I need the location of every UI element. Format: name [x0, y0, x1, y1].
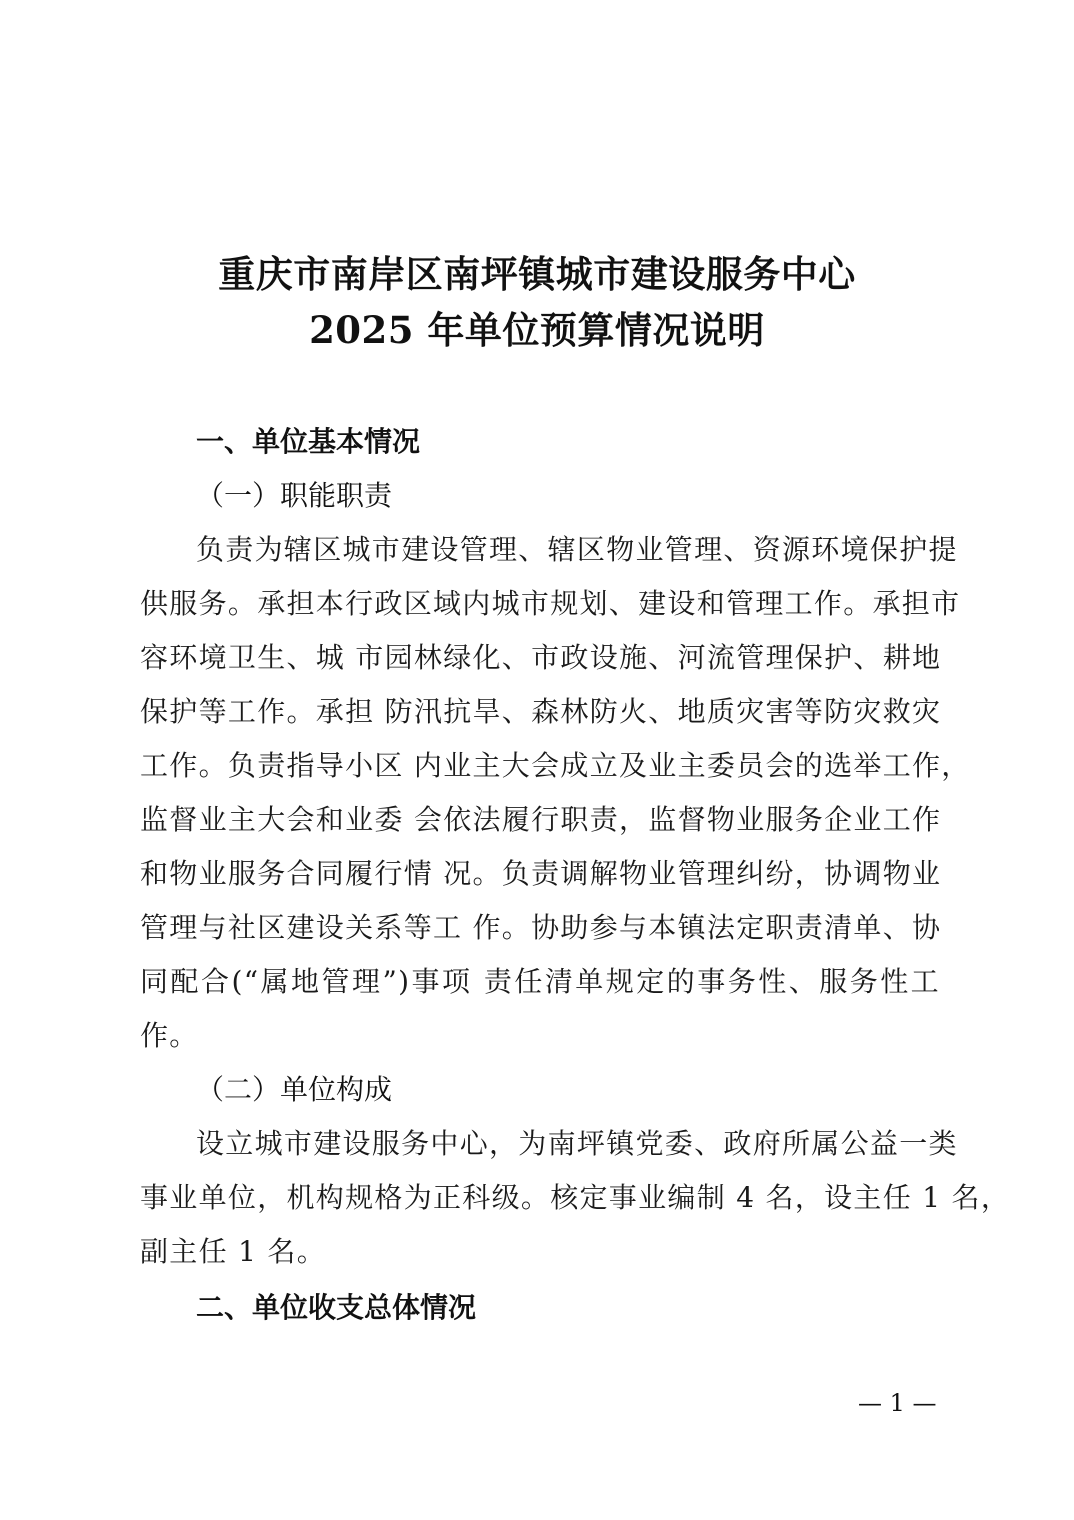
subsection-2-heading: （二）单位构成 [196, 1073, 393, 1106]
section-2-heading: 二、单位收支总体情况 [196, 1291, 477, 1324]
paragraph-line: 设立城市建设服务中心，为南坪镇党委、政府所属公益一类 [196, 1127, 958, 1160]
paragraph-line: 同配合(“属地管理”)事项 责任清单规定的事务性、服务性工 [140, 965, 940, 998]
paragraph-line: 供服务。承担本行政区域内城市规划、建设和管理工作。承担市 [140, 587, 961, 620]
paragraph-line: 作。 [140, 1019, 199, 1052]
document-title-line-1: 重庆市南岸区南坪镇城市建设服务中心 [218, 252, 856, 296]
paragraph-line: 监督业主大会和业委 会依法履行职责，监督物业服务企业工作 [140, 803, 942, 836]
document-title-line-2: 2025 年单位预算情况说明 [309, 308, 765, 352]
paragraph-line: 工作。负责指导小区 内业主大会成立及业主委员会的选举工作， [140, 749, 971, 782]
paragraph-line: 副主任 1 名。 [140, 1235, 327, 1268]
subsection-1-heading: （一）职能职责 [196, 479, 393, 512]
paragraph-line: 负责为辖区城市建设管理、辖区物业管理、资源环境保护提 [196, 533, 958, 566]
section-1-heading: 一、单位基本情况 [196, 425, 421, 458]
paragraph-line: 容环境卫生、城 市园林绿化、市政设施、河流管理保护、耕地 [140, 641, 942, 674]
paragraph-line: 事业单位，机构规格为正科级。核定事业编制 4 名，设主任 1 名， [140, 1181, 1011, 1214]
paragraph-line: 保护等工作。承担 防汛抗旱、森林防火、地质灾害等防灾救灾 [140, 695, 942, 728]
page-number: — 1 — [858, 1389, 937, 1417]
paragraph-line: 管理与社区建设关系等工 作。协助参与本镇法定职责清单、协 [140, 911, 942, 944]
paragraph-line: 和物业服务合同履行情 况。负责调解物业管理纠纷，协调物业 [140, 857, 942, 890]
